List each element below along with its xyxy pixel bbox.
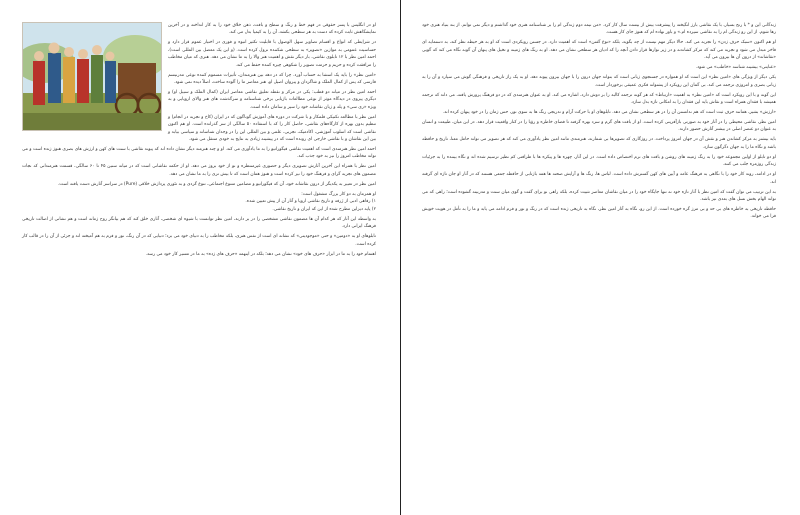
- left-paragraph-12: اهتمام خود را به ما در ابزار «حرف های خود» نشان می دهد؛ بلکه در اینهمه «حرف های زده» به ما در مسیر کار خود می رسد.: [145, 251, 376, 257]
- left-paragraph-6: احمد امین نظر هنرمندی است که اهمیت نقاشی فیگوراتیو را به ما یادآوری می کند. او و چند هنرمند دیگر نشان داده اند که پیوند نقاشی با سنت های کهن و ارزش های بصری هنوز زنده است و می تواند مخاطب امروز را نیز به خود جذب کند.: [22, 147, 376, 160]
- right-paragraph-2: او هم اکنون «سبک حرف زدن» را تجربه می کند. حالا دیگر مهم نیست از چه بگوید، بلکه «نوع گفتن» است که اهمیت دارد. در جستن رویکردی است که او به هر حیطه نظر کند، به دستمایه ای فاخر مبدل می شود و تجربه می کند که مرکز کشاندنه و در زیر نوارها قرار دادن آنچه را که ادیان هر سطحی نشان می دهد. او به رنگ های زمینه و تخیل های پنهان آن گونه نگاه می کند که گویی «نقاشانه» از درون آن ها بیرون می آید.: [422, 40, 776, 61]
- right-paragraph-11: به این ترتیب می توان گفت که امین نظر با آثار تازه خود نه تنها جایگاه خود را در میان نقاشان معاصر تثبیت کرده، بلکه راهی نو برای گفت و گوی میان سنت و مدرنیته گشوده است؛ راهی که می تواند الهام بخش نسل های بعدی نیز باشد.: [422, 189, 776, 203]
- right-paragraph-7: امین نظر، نقاشی محیطی را در آثار خود به صورتی بازآفرینی کرده است. او از بافت های گرم و سرد بهره گرفته تا فضای خاطره و رؤیا را در کنار واقعیت قرار دهد. در این میان، طبیعت و انسان به عنوان دو عنصر اصلی در بیشتر آثارش حضور دارند.: [422, 120, 776, 133]
- left-paragraph-1: او در انگلیس با پسر حقوقی در فهم خط و رنگ و سطح و بافت، ذهن خلاق خود را به کار انداخته و در آخرین نمایشگاهش ثابت کرده که دست به هر سطحی بکشد، آن را به کیمیا بدل می کند.: [168, 23, 376, 36]
- left-page: [4, 0, 396, 515]
- left-paragraph-10: به واسطه این آثار که هر کدام آن ها مضمون نقاشی مشخصی را در بر دارند، امین نظر توانست با شیوه ای شخصی، آثاری خلق کند که هم بیانگر روح زمانه است و هم نشانی از اصالت تاریخی فرهنگ ایرانی دارد.: [22, 216, 376, 230]
- right-paragraph-5: این گونه و با این رویکرد است که «امین نظر» به اهمیت «ارتباط» که هر گونه ترجمه کالبد را بر دوش دارد، اشاره می کند. او به عنوان هنرمندی که در دو فرهنگ پرورش یافته، می داند که ترجمه همیشه با فقدان همراه است و نقاش باید این فقدان را به امکانی تازه بدل سازد.: [422, 92, 776, 106]
- right-paragraph-8: باید بیشتر به مرکز کشاندن هنر و نقش آن در جهان امروز پرداخت. در روزگاری که تصویرها بی شمارند، هنرمندی مانند امین نظر یادآوری می کند که هر تصویر می تواند حامل معنا، تاریخ و حافظه باشد و نگاه ما را به جهان دگرگون سازد.: [422, 137, 776, 150]
- right-paragraph-3: «عنایتی» بیشینه شناسه «خاطب» می شود.: [695, 65, 776, 71]
- page-divider: [400, 0, 401, 515]
- left-paragraph-9: او همزمان به دو کار بزرگ مشغول است:: [301, 191, 376, 197]
- left-paragraph-4: احمد امین نظر در میانه دو قطب: یکی در مرکز و نقطه تعلیق نقاشی معاصر ایران (کمال الملک و سبیل او) و دیگری پیروی در دیدگاه موثر از نوعی مطالعات بازیابی برخی شناسنامه و سرگذشت های هنر والای اروپایی و به ویژه «ری سی» و پله و زبان نقاشانه خود را سیر و سامان داده است.: [168, 90, 376, 110]
- left-paragraph-8: امین نظر در تعبیر به یکدیگر از درون نقاشانه خود، آن که فیگوراتیو و مضامین متنوع اجتماعی، تنوع گردی و به تئوری پردازش خلاقی (Pure) در سراسر آثارش دست یافته است.: [57, 181, 376, 187]
- left-paragraph-5: امین نظر با مطالعه تکنیکی فلمکار و با شرکت در دوره های آموزش گوناگون که در ایران (کاخ و تجربه در انجام) و تنظیم بدون بهره از کارگاه‌های نقاشی، حاصل کار را که با استفاده ۵۰ سالگی از سر گذرانده است. او هم اکنون نقاشی است که اسلوب آموزشی، اکادمیک، تجربی، علمی و بین المللی این را در وجدان شناسانه و سیاسی بیابد و بین این نقاشان و با نقاشی خارجی ای رونده است که در پیشینه زیادی به نتایج به خودی منتقل می شود.: [168, 114, 377, 143]
- right-paragraph-6: «ارزش» بشیر، همانند حرف ثبت است که هم ندانستن آن را در هر سطحی نشان می دهد. تابلوهای او با حرکت آرام و تدریجی رنگ ها به سوی نور، حس زمان را در خود پنهان کرده اند.: [442, 110, 776, 116]
- left-paragraph-7: امین نظر با همراه این آخرین آثارش تصویری دیگر و حضوری غیرمنتظره و نو از خود بروز می دهد. او از حکمه نقاشانی است که در میانه سنین ۴۵ تا ۶۰ سالگی، قسمت هنرمندانی که نجات مضمون های تجربه گرای و فرهنگ خود را نیز کرده است و هنوز همان است که تا بیش تری را به ما نشان می دهد.: [22, 164, 377, 177]
- right-paragraph-4: یکی دیگر از ویژگی های «امین نظر» این است که او همواره در جستجوی زبانی است که بتواند جهان درون را با جهان بیرون پیوند دهد. او به یک راز تاریخی و فرهنگی گوش می سپارد و آن را به زبانی بصری و امروزی ترجمه می کند. بی گمان این رویکرد از پشتوانه فکری عمیقی برخوردار است.: [422, 75, 776, 88]
- left-paragraph-11: تابلوهای او به «دومین» و حتی «موجودیتی» که نشانه ای است از نفس هنری، بلکه مخاطب را به دنیای خود می برد؛ دنیایی که در آن رنگ، نور و فرم به هم آمیخته اند و جزئی از آن را در قالب کار کرده است.: [22, 234, 376, 247]
- right-paragraph-1: زندگانی این و * با رنج بسیار، با یک نقاشی بارز انگیخته را پیشرفت بیش از بیست سال کار کرد. «من نیمه دوم زندگی ام را بر شناسنامه هنری خود گذاشتم و دیگر نمی توانم. از بند بنیاد هنری خود رها شوم. از این رو زندگی ام را به نقاشی سپرده ام.» و باور نهاده ام که هنوز جای کار هست.: [422, 23, 776, 36]
- left-list-item-2: ۲) پایه دیزاین مطرح شده از این که ایران و تاریخ نقاشی.: [272, 206, 376, 212]
- figure-painting: [23, 23, 161, 130]
- right-paragraph-12: حافظه تاریخی به خاطره های بی حد و بی مرز گره خورده است. از این رو، نگاه به آثار امین نظر، نگاه به تاریخی زنده است که در رنگ و نور و فرم ادامه می یابد و ما را به تأمل در هویت خویش فرا می خواند.: [422, 207, 776, 220]
- left-paragraph-2: در شرایطی که انواع و اقسام تصاویر سهل الوصول با قابلیت تکثیر انبوه و فوری در اختیار عموم قرار دارد و حساسیت عمومی به موازین «تصویر» به سطحی شکننده نزول کرده است. (و این یک معضل بین المللی است)، احمد امین نظر با ۱۲ تابلوی نقاشی، بار دیگر نقش و اهمیت هنر والا را به ما نشان می دهد. هنری که میان مخاطب را مرافقت کرده و حریم و حرمت تصویر را شکوهی چیره کننده حفظ می کند.: [168, 40, 377, 68]
- left-list-item-1: ۱) رفاهی ادبی از ژرفه و تاریخ نقاشی اروپا و آثار آن از پیش تعیین شده.: [245, 199, 376, 205]
- left-paragraph-3: «امین نظر» را باید یک استثنا به حساب آورد. چرا که در دهه بین هنرمندان، تأثیرات مسموم کننده نوعی مدرنیسم فارسی که پس از کمال الملک و شاگردان و پیروان اصیل او، هنر معاصر ما را آلوده ساخت، اصلاً دیده نمی شود.: [168, 72, 376, 86]
- right-paragraph-10: او در ادامه، روند کار خود را با نگاهی به فرهنگ عامه و آیین های کهن گسترش داده است. لباس ها، رنگ ها و آرایش صحنه ها همه بازتابی از حافظه جمعی هستند که در آثار او جان تازه ای گرفته اند.: [422, 172, 776, 185]
- painting-village-people-illustration: [22, 22, 162, 131]
- right-page: [404, 0, 796, 515]
- right-paragraph-9: او دو تابلو از اولین مجموعه خود را به رنگ زمینه های روشن و بافت های نرم اختصاص داده است. در این آثار، چهره ها و پیکره ها با ظرافتی کم نظیر ترسیم شده اند و نگاه بیننده را به جزئیات زندگی روزمره جلب می کنند.: [422, 154, 776, 168]
